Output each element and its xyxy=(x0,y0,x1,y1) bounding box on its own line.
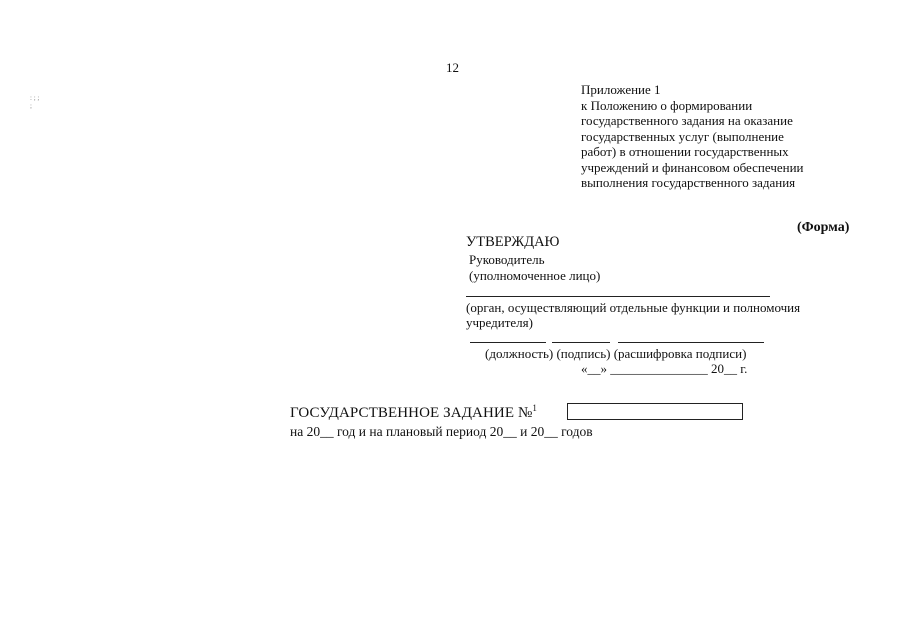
appendix-line: Приложение 1 xyxy=(581,82,661,97)
signature-line xyxy=(552,342,610,343)
appendix-line: выполнения государственного задания xyxy=(581,175,796,190)
approval-date: «__» _______________ 20__ г. xyxy=(581,361,748,376)
org-note: (орган, осуществляющий отдельные функции и полномочия учредителя) xyxy=(466,300,801,330)
scan-artifact: : ; ; ; xyxy=(30,94,40,110)
appendix-line: учреждений и финансовом обеспечении xyxy=(581,159,804,175)
form-label: (Форма) xyxy=(797,220,850,235)
task-title xyxy=(290,403,537,422)
task-title-text: ГОСУДАРСТВЕННОЕ ЗАДАНИЕ № xyxy=(290,405,533,421)
footnote-mark: 1 xyxy=(532,403,537,413)
approval-title: УТВЕРЖДАЮ xyxy=(466,234,560,250)
task-number-field[interactable] xyxy=(567,403,743,420)
signature-decode-line xyxy=(618,342,764,343)
position-line xyxy=(470,342,546,343)
page-number: 12 xyxy=(446,60,459,75)
org-signature-line xyxy=(466,296,770,297)
appendix-reference xyxy=(581,82,851,191)
appendix-line: к Положению о формировании xyxy=(581,97,753,113)
approval-role: Руководитель xyxy=(469,252,545,267)
task-period: на 20__ год и на плановый период 20__ и 20__ годов xyxy=(290,424,593,439)
appendix-line: работ) в отношении государственных xyxy=(581,144,789,159)
appendix-line: государственного задания на оказание xyxy=(581,113,793,128)
approval-role-note: (уполномоченное лицо) xyxy=(469,268,601,283)
signature-captions: (должность) (подпись) (расшифровка подписи) xyxy=(485,346,747,361)
appendix-line: государственных услуг (выполнение xyxy=(581,128,784,144)
